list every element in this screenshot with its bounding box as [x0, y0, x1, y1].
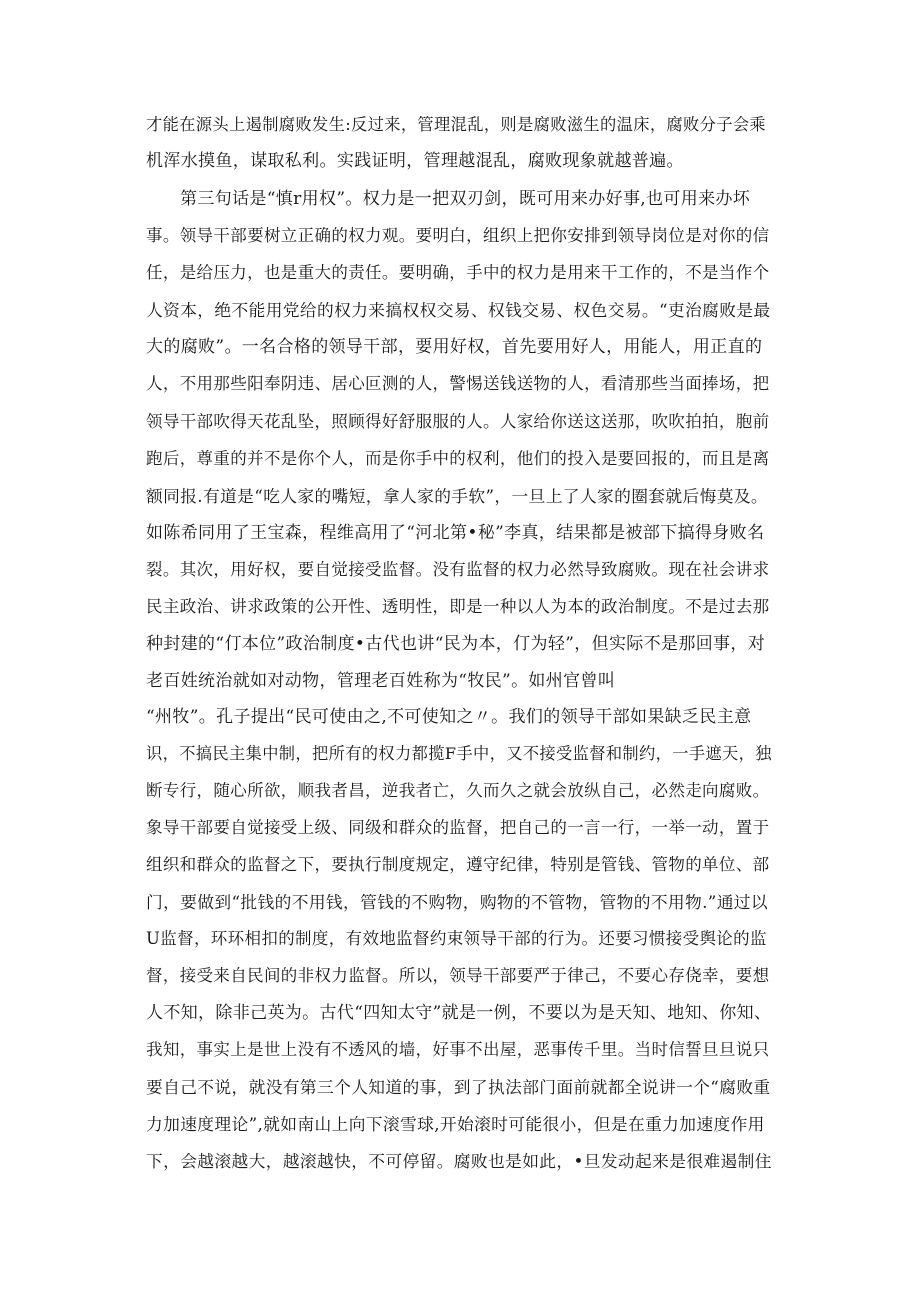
text-line: 断专行，随心所欲，顺我者昌，逆我者亡，久而久之就会放纵自己，必然走向腐败。 — [146, 781, 770, 800]
text-line: 如陈希同用了王宝森，程维高用了“河北第•秘”李真，结果都是被部下搞得身败名 — [146, 523, 765, 543]
text-line: 种封建的“仃本位”政治制度•古代也讲“民为本，仃为轻”，但实际不是那回事，对 — [146, 634, 766, 654]
text-line: 人，不用那些阳奉阴违、居心叵测的人，警惕送钱送物的人，看清那些当面捧场，把 — [146, 374, 770, 393]
text-line: 象导干部要自觉接受上级、同级和群众的监督，把自己的一言一行，一举一动，置于 — [146, 818, 770, 837]
text-line: 民主政治、讲求政策的公开性、透明性，即是一种以人为本的政治制度。不是过去那 — [146, 597, 770, 616]
text-line: 才能在源头上遏制腐败发生:反过来，管理混乱，则是腐败滋生的温床，腐败分子会乘 — [146, 115, 767, 134]
text-line: 人资本，绝不能用党给的权力来搞权权交易、权钱交易、权色交易。“吏治腐败是最 — [146, 300, 771, 320]
text-line: “州牧”。孔子提出“民可使由之,不可使知之〃。我们的领导干部如果缺乏民主意 — [146, 707, 752, 727]
text-line: 老百姓统治就如对动物，管理老百姓称为“牧民”。如州官曾叫 — [146, 671, 616, 691]
paragraph-start-line: 第三句话是“慎r用权”。权力是一把双刃剑，既可用来办好事,也可用来办坏 — [180, 189, 751, 209]
text-line: 大的腐败”。一名合格的领导干部，要用好权，首先要用好人，用能人，用正直的 — [146, 337, 763, 357]
text-line: 督，接受来自民间的非权力监督。所以，领导干部要严于律己，不要心存侥幸，要想 — [146, 966, 770, 985]
text-line: 裂。其次，用好权，要自觉接受监督。没有监督的权力必然导致腐败。现在社会讲求 — [146, 560, 770, 579]
text-line: 人不知，除非己英为。古代“四知太守”就是一例，不要以为是天知、地知、你知、 — [146, 1003, 772, 1023]
text-line: 机浑水摸鱼，谋取私利。实践证明，管理越混乱，腐败现象就越普遍。 — [146, 151, 684, 171]
text-line: 下，会越滚越大，越滚越快，不可停留。腐败也是如此，•旦发动起来是很难遏制住 — [146, 1151, 772, 1171]
text-line: 识，不搞民主集中制，把所有的权力都揽F手中，又不接受监督和制约，一手遮天，独 — [146, 744, 772, 763]
text-line: 我知，事实上是世上没有不透风的墙，好事不出屋，恶事传千里。当时信誓旦旦说只 — [146, 1040, 770, 1059]
text-line: U监督，环环相扣的制度，有效地监督约束领导干部的行为。还要习惯接受舆论的监 — [146, 929, 767, 948]
text-line: 力加速度理论”,就如南山上向下滚雪球,开始滚时可能很小，但是在重力加速度作用 — [146, 1114, 765, 1134]
text-line: 额同报.有道是“吃人家的嘴短，拿人家的手软”，一旦上了人家的圈套就后悔莫及。 — [146, 486, 769, 506]
text-line: 组织和群众的监督之下，要执行制度规定，遵守纪律，特别是管钱、管物的单位、部 — [146, 855, 770, 874]
text-line: 门，要做到“批钱的不用钱，管钱的不购物，购物的不管物，管物的不用物.”通过以 — [146, 892, 769, 912]
text-line: 跑后，尊重的并不是你个人，而是你手中的权利，他们的投入是要回报的，而且是离 — [146, 449, 770, 468]
text-line: 任，是给压力，也是重大的责任。要明确，手中的权力是用来干工作的，不是当作个 — [146, 263, 770, 282]
text-line: 要自己不说，就没有第三个人知道的事，到了执法部门面前就都全说讲一个“腐败重 — [146, 1077, 771, 1097]
text-line: 领导干部吹得天花乱坠，照顾得好舒服服的人。人家给你送这送那，吹吹拍拍，胞前 — [146, 412, 770, 431]
text-line: 事。领导干部要树立正确的权力观。要明白，组织上把你安排到领导岗位是对你的信 — [146, 226, 770, 245]
